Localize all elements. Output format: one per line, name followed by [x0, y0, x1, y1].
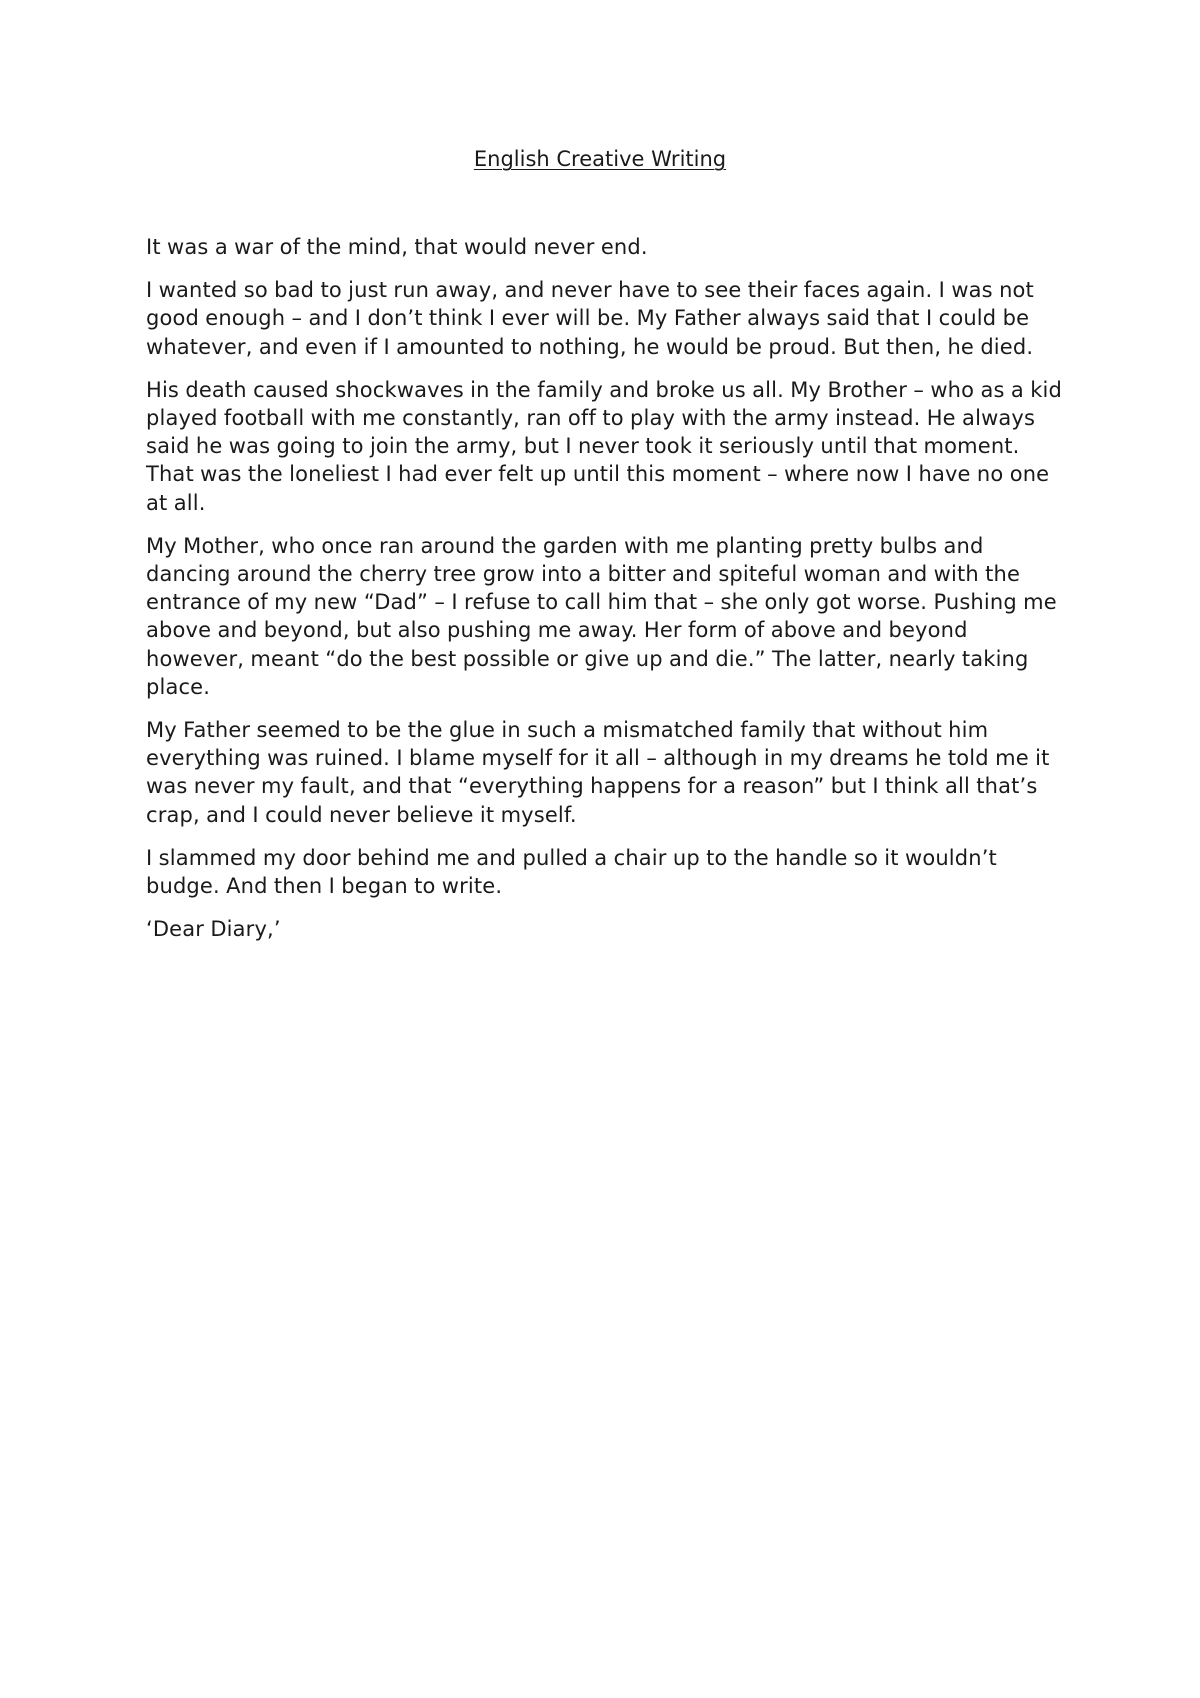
document-title [0, 145, 1200, 173]
paragraph-4: My Mother, who once ran around the garden with me planting pretty bulbs and dancing around the cherry tree grow into a bitter and spiteful woman and with the entrance of my new “Dad” – I refuse to call him that – she only got worse. Pushing me above and beyond, but also pushing me away. Her form of above and beyond however, meant “do the best possible or give up and die.” The latter, nearly taking place. [146, 533, 1057, 699]
document-title-text: English Creative Writing [473, 147, 727, 171]
paragraph-2: I wanted so bad to just run away, and never have to see their faces again. I was not good enough – and I don’t think I ever will be. My Father always said that I could be whatever, and even if I amounted to nothing, he would be proud. But then, he died. [146, 278, 1034, 359]
paragraph-6: I slammed my door behind me and pulled a chair up to the handle so it wouldn’t budge. And then I began to write. [146, 845, 997, 899]
paragraph-7: ‘Dear Diary,’ [146, 917, 281, 942]
paragraph-3: His death caused shockwaves in the family and broke us all. My Brother – who as a kid played football with me constantly, ran off to play with the army instead. He always said he was going to join the army, but I never took it seriously until that moment. That was the loneliest I had ever felt up until this moment – where now I have no one at all. [146, 377, 1062, 515]
document-body [146, 233, 1066, 958]
paragraph-1: It was a war of the mind, that would never end. [146, 235, 648, 259]
paragraph-5: My Father seemed to be the glue in such a mismatched family that without him everything was ruined. I blame myself for it all – although in my dreams he told me it was never my fault, and that “everything happens for a reason” but I think all that’s crap, and I could never believe it myself. [146, 718, 1050, 827]
